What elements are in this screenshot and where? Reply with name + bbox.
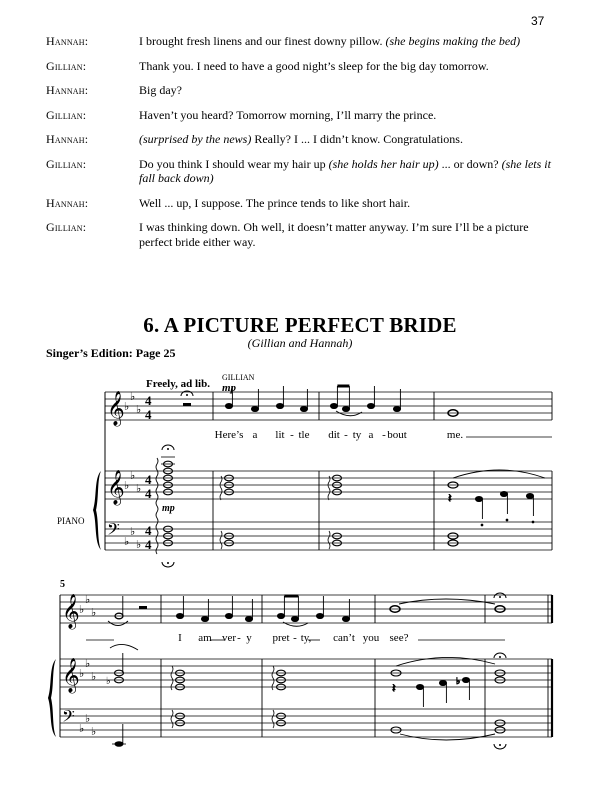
lyrics-system-1 — [215, 429, 464, 441]
svg-text:♭: ♭ — [85, 594, 91, 606]
lyric-syllable: - — [344, 429, 348, 441]
lyric-syllable: ty, — [300, 632, 312, 644]
svg-text:𝄽: 𝄽 — [392, 681, 396, 695]
svg-text:♭: ♭ — [130, 470, 136, 482]
svg-text:♭: ♭ — [85, 713, 91, 725]
svg-text:♭: ♭ — [91, 726, 97, 738]
lyric-syllable: you — [362, 632, 380, 644]
page-number: 37 — [531, 14, 545, 28]
svg-text:𝄽: 𝄽 — [448, 491, 452, 505]
lyric-syllable: - — [237, 632, 241, 644]
speaker-name: Hannah: — [46, 132, 89, 146]
spoken-text: Haven’t you heard? Tomorrow morning, I’ll marry the prince. — [139, 107, 437, 122]
stage-direction: (surprised by the news) — [139, 132, 252, 146]
speaker-name: Hannah: — [46, 195, 89, 210]
time-sig-den: 4 — [145, 537, 152, 552]
singers-edition-note: Singer’s Edition: Page 25 — [46, 346, 176, 360]
treble-clef-icon: 𝄞 — [62, 659, 80, 692]
piano-treble-staff-2 — [60, 659, 552, 687]
lyric-syllable: ver — [221, 632, 237, 644]
voice-staff-2 — [60, 595, 552, 623]
lyric-syllable: Here’s — [214, 429, 244, 441]
piano-chords-m3 — [333, 475, 342, 546]
speaker-name: Hannah: — [46, 34, 89, 48]
tempo-marking: Freely, ad lib. — [146, 378, 210, 390]
lyric-syllable: me. — [446, 429, 464, 441]
voice-notes-m3 — [330, 386, 400, 416]
lyric-syllable: - — [382, 429, 386, 441]
speaker-name: Hannah: — [46, 83, 89, 97]
lyric-syllable: am — [198, 632, 212, 644]
piano-label: PIANO — [57, 516, 85, 526]
piano-inner-notes-m8 — [392, 676, 470, 707]
spoken-text: Big day? — [139, 83, 182, 97]
voice-label: GILLIAN — [222, 373, 255, 382]
svg-text:♭: ♭ — [130, 391, 136, 403]
lyric-syllable: - — [293, 632, 297, 644]
svg-text:♭: ♭ — [124, 401, 130, 413]
svg-text:♭: ♭ — [79, 668, 85, 680]
spoken-text: I was thinking down. Oh well, it doesn’t matter anyway. I’m sure I’ll be a picture perfect bride either way. — [139, 220, 529, 249]
lyric-syllable: a — [368, 429, 374, 441]
svg-text:♭: ♭ — [85, 658, 91, 670]
svg-text:♭: ♭ — [124, 480, 130, 492]
voice-staff-1 — [105, 392, 552, 420]
time-sig-num: 4 — [145, 472, 152, 487]
lyric-syllable: - — [290, 429, 294, 441]
speaker-name: Gillian: — [46, 220, 87, 234]
lyric-syllable: bout — [387, 429, 407, 441]
svg-text:♭: ♭ — [91, 671, 97, 683]
svg-text:♭: ♭ — [136, 539, 142, 551]
spoken-text: Well ... up, I suppose. The prince tends to like short hair. — [139, 195, 411, 210]
measure-number: 5 — [60, 579, 65, 590]
stage-direction: (she lets it fall back down) — [139, 156, 551, 185]
time-signatures — [145, 393, 152, 552]
lyric-syllable: pret — [272, 632, 290, 644]
piano-brace-1 — [93, 471, 101, 550]
svg-text:♭: ♭ — [79, 723, 85, 735]
spoken-text: Do you think I should wear my hair up — [139, 156, 329, 171]
song-title: 6. A PICTURE PERFECT BRIDE — [143, 313, 457, 337]
lyric-syllable: ty — [352, 429, 362, 441]
lyric-syllable: tle — [298, 429, 310, 441]
bass-clef-icon: 𝄢 — [62, 708, 75, 730]
time-sig-num: 4 — [145, 523, 152, 538]
svg-text:♭: ♭ — [106, 676, 111, 687]
time-sig-num: 4 — [145, 393, 152, 408]
treble-clef-icon: 𝄞 — [62, 595, 80, 628]
svg-text:♭: ♭ — [136, 404, 142, 416]
piano-bass-staff-2 — [60, 709, 552, 737]
stage-direction: (she begins making the bed) — [385, 34, 521, 48]
lyric-syllable: lit — [275, 429, 285, 441]
bass-clef-icon: 𝄢 — [107, 521, 120, 543]
spoken-text: ... or down? — [438, 156, 502, 171]
piano-dynamic-marking: mp — [162, 503, 175, 514]
time-sig-den: 4 — [145, 407, 152, 422]
speaker-name: Gillian: — [46, 58, 87, 73]
svg-text:♭: ♭ — [130, 526, 136, 538]
time-sig-den: 4 — [145, 486, 152, 501]
song-subtitle: (Gillian and Hannah) — [247, 336, 353, 350]
spoken-text: Thank you. I need to have a good night’s sleep for the big day tomorrow. — [139, 58, 489, 73]
treble-clef-icon: 𝄞 — [107, 392, 125, 425]
dynamic-marking: mp — [222, 382, 237, 394]
lyric-syllable: a — [252, 429, 258, 441]
arpeggio-mark — [156, 458, 158, 554]
piano-chords-m2 — [225, 475, 234, 546]
stage-direction: (she holds her hair up) — [328, 156, 439, 171]
svg-text:♭: ♭ — [91, 607, 97, 619]
svg-text:♭: ♭ — [136, 483, 142, 495]
lyric-syllable: dit — [328, 429, 340, 441]
piano-inner-notes-m4 — [448, 491, 534, 526]
lyric-syllable: see? — [389, 632, 409, 644]
lyrics-system-2 — [178, 632, 408, 644]
voice-notes-m7 — [277, 596, 349, 626]
piano-brace-2 — [48, 659, 56, 737]
svg-text:♭: ♭ — [124, 536, 130, 548]
spoken-text: Really? I ... I didn’t know. Congratulations. — [251, 132, 463, 146]
svg-text:♭: ♭ — [79, 604, 85, 616]
lyric-syllable: I — [178, 632, 182, 644]
lyric-syllable: can’t — [333, 632, 355, 644]
speaker-name: Gillian: — [46, 107, 87, 122]
svg-text:♭: ♭ — [456, 676, 461, 686]
spoken-text: I brought fresh linens and our finest downy pillow. — [139, 34, 386, 48]
treble-clef-icon: 𝄞 — [107, 471, 125, 504]
speaker-name: Gillian: — [46, 156, 87, 171]
lyric-syllable: y — [246, 632, 252, 644]
